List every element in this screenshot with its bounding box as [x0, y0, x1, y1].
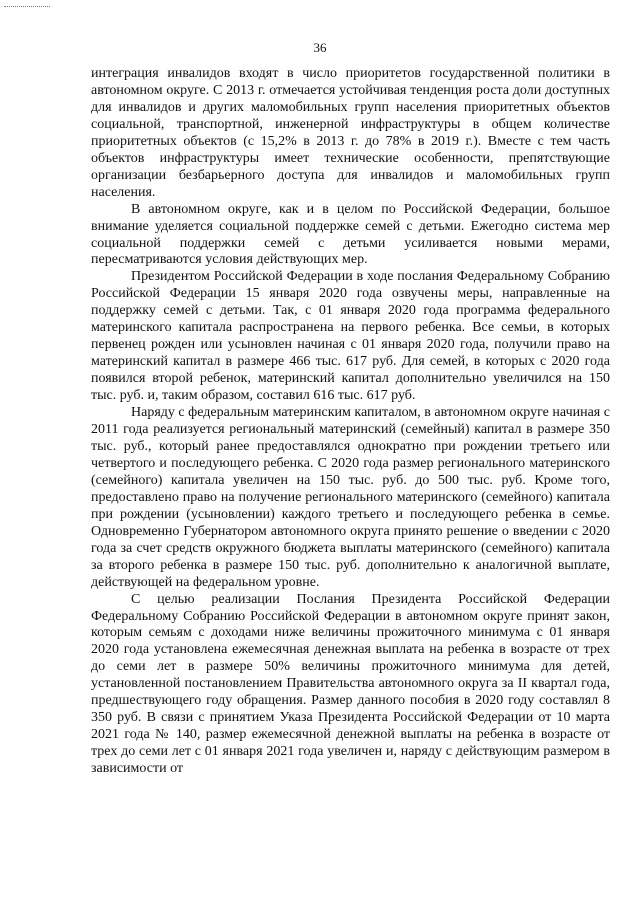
paragraph-continued: интеграция инвалидов входят в число приоритетов государственной политики в автономном округе. С 2013 г. отмечается устойчивая тенденция роста доли доступных для инвалидов и других маломобильных групп населения приоритетных объектов социальной, транспортной, инженерной инфраструктуры в общем количестве приоритетных объектов (с 15,2% в 2013 г. до 78% в 2019 г.). Вместе с тем часть объектов инфраструктуры имеет технические особенности, препятствующие организации безбарьерного доступа для инвалидов и маломобильных групп населения. — [91, 66, 610, 200]
paragraph: С целью реализации Послания Президента Российской Федерации Федеральному Собранию Российской Федерации в автономном округе принят закон, которым семьям с доходами ниже величины прожиточного минимума с 01 января 2020 года установлена ежемесячная денежная выплата на ребенка в возрасте от трех до семи лет в размере 50% величины прожиточного минимума для детей, установленной постановлением Правительства автономного округа за II квартал года, предшествующего году обращения. Размер данного пособия в 2020 году составлял 8 350 руб. В связи с принятием Указа Президента Российской Федерации от 10 марта 2021 года № 140, размер ежемесячной денежной выплаты на ребенка в возрасте от трех до семи лет с 01 января 2021 года увеличен и, наряду с действующим размером в зависимости от — [91, 591, 610, 777]
paragraph: Наряду с федеральным материнским капиталом, в автономном округе начиная с 2011 года реализуется региональный материнский (семейный) капитал в размере 350 тыс. руб., который ранее предоставлялся однократно при рождении третьего или четвертого и последующего ребенка. С 2020 года размер регионального материнского (семейного) капитала увеличен на 150 тыс. руб. до 500 тыс. руб. Кроме того, предоставлено право на получение регионального материнского (семейного) капитала при рождении (усыновлении) каждого третьего и последующего ребенка в семье. Одновременно Губернатором автономного округа принято решение о введении с 2020 года за счет средств окружного бюджета выплаты материнского (семейного) капитала за второго ребенка в размере 150 тыс. руб. дополнительно к аналогичной выплате, действующей на федеральном уровне. — [91, 405, 610, 590]
document-body — [91, 66, 610, 778]
scan-corner-mark — [4, 6, 50, 7]
page-number: 36 — [313, 40, 327, 55]
paragraph: Президентом Российской Федерации в ходе послания Федеральному Собранию Российской Федерации 15 января 2020 года озвучены меры, направленные на поддержку семей с детьми. Так, с 01 января 2020 года программа федерального материнского капитала распространена на первого ребенка. Все семьи, в которых первенец рожден или усыновлен начиная с 01 января 2020 года, получили право на материнский капитал в размере 466 тыс. 617 руб. Для семей, в которых с 2020 года появился второй ребенок, материнский капитал дополнительно увеличился на 150 тыс. руб. и, таким образом, составил 616 тыс. 617 руб. — [91, 269, 610, 404]
paragraph: В автономном округе, как и в целом по Российской Федерации, большое внимание уделяется социальной поддержке семей с детьми. Ежегодно система мер социальной поддержки семей с детьми усиливается новыми мерами, пересматриваются условия действующих мер. — [91, 201, 610, 268]
